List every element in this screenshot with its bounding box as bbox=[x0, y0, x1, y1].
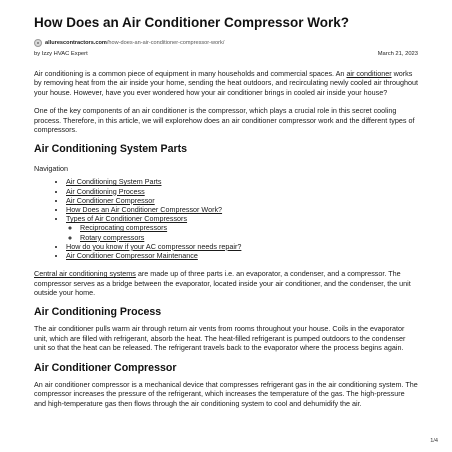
intro-text-cont: works by removing heat from the air inside your home, sending the heat outdoors, and recirculating newly cooled air throughout your house. However, have you ever wondered how your air conditioner brings in cooled air inside your house? bbox=[34, 69, 418, 97]
navigation-list bbox=[34, 177, 418, 260]
process-paragraph: The air conditioner pulls warm air through return air vents from rooms throughout your house. Coils in the evaporator unit, which are filled with refrigerant, absorb the heat. The heat-filled refrigerant is pumped outdoors to the condenser unit so that the heat can be released. The refrigerant travels back to the evaporator where the process begins again. bbox=[34, 324, 406, 353]
nav-link-maintenance[interactable]: Air Conditioner Compressor Maintenance bbox=[66, 251, 198, 261]
nav-item bbox=[66, 242, 418, 251]
nav-item bbox=[66, 205, 418, 214]
page-number: 1/4 bbox=[430, 438, 438, 444]
publish-date: March 21, 2023 bbox=[377, 51, 418, 57]
source-url-domain[interactable]: allurescontractors.com bbox=[45, 39, 107, 46]
air-conditioner-link[interactable]: air conditioner bbox=[346, 69, 392, 78]
nav-link-reciprocating[interactable]: Reciprocating compressors bbox=[80, 223, 168, 233]
nav-subitem bbox=[80, 233, 418, 242]
intro-paragraph-1 bbox=[34, 69, 418, 97]
central-ac-link[interactable]: Central air conditioning systems bbox=[34, 269, 136, 279]
nav-link-types[interactable]: Types of Air Conditioner Compressors bbox=[66, 214, 188, 224]
section-heading-system-parts: Air Conditioning System Parts bbox=[34, 143, 188, 156]
site-favicon-icon bbox=[34, 39, 42, 47]
section-heading-process: Air Conditioning Process bbox=[34, 306, 162, 319]
nav-link-rotary[interactable]: Rotary compressors bbox=[80, 232, 145, 242]
nav-link-repair[interactable]: How do you know if your AC compressor needs repair? bbox=[66, 241, 242, 251]
nav-item bbox=[66, 177, 418, 186]
source-url-path: /how-does-an-air-conditioner-compressor-work/ bbox=[106, 39, 225, 46]
compressor-paragraph: An air conditioner compressor is a mechanical device that compresses refrigerant gas in the air conditioning system. The compressor increases the pressure of the refrigerant, which increases the temperature of the gas. The high-pressure and high-temperature gas then flows through the air conditioning system to cool and dehumidify the air. bbox=[34, 379, 418, 408]
author: by Izzy HVAC Expert bbox=[34, 51, 88, 57]
nav-item bbox=[66, 196, 418, 205]
intro-paragraph-2: One of the key components of an air conditioner is the compressor, which plays a crucial role in this secret cooling process. Therefore, in this article, we will explorehow does an air conditioner compressor work and the different types of compressors. bbox=[34, 106, 415, 135]
byline bbox=[34, 51, 418, 57]
nav-item bbox=[66, 214, 418, 242]
nav-item bbox=[66, 187, 418, 196]
source-url-row bbox=[34, 38, 418, 47]
intro-text: Air conditioning is a common piece of equipment in many households and commercial spaces. An bbox=[34, 69, 347, 78]
document-page bbox=[34, 14, 418, 408]
nav-subitem bbox=[80, 223, 418, 232]
nav-link-how-it-works[interactable]: How Does an Air Conditioner Compressor Work? bbox=[66, 205, 223, 215]
nav-sublist bbox=[66, 223, 418, 241]
navigation-label: Navigation bbox=[34, 164, 68, 174]
nav-link-system-parts[interactable]: Air Conditioning System Parts bbox=[66, 177, 162, 187]
nav-link-compressor[interactable]: Air Conditioner Compressor bbox=[66, 195, 155, 205]
system-parts-text: are made up of three parts i.e. an evaporator, a condenser, and a compressor. The compressor serves as a bridge between the evaporator, located inside your air conditioner, and the condenser, the unit outside your home. bbox=[34, 269, 411, 298]
page-title: How Does an Air Conditioner Compressor Work? bbox=[34, 15, 350, 30]
section-heading-compressor: Air Conditioner Compressor bbox=[34, 361, 177, 374]
nav-link-process[interactable]: Air Conditioning Process bbox=[66, 186, 145, 196]
system-parts-paragraph bbox=[34, 269, 418, 297]
nav-item bbox=[66, 251, 418, 260]
